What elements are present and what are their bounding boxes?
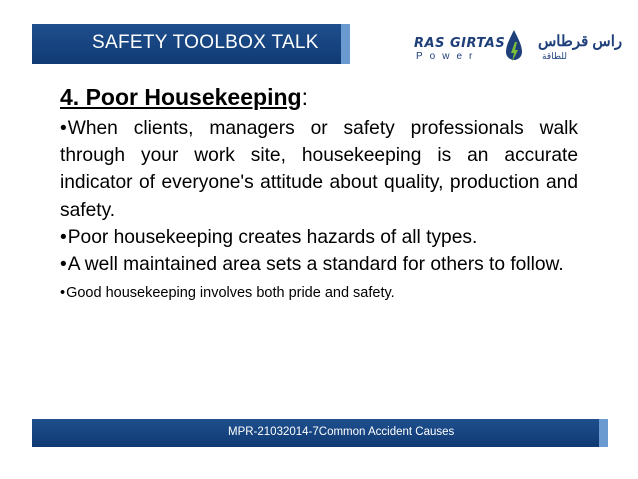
header-band-edge <box>341 24 350 64</box>
company-logo <box>414 28 623 68</box>
footer-band <box>32 419 608 447</box>
logo-english-name: RAS GIRTAS <box>414 36 506 51</box>
bullet-marker: • <box>60 226 67 248</box>
logo-drop-icon <box>502 28 526 68</box>
bullet-point-4 <box>60 282 578 304</box>
bullet-text: When clients, managers or safety professionals walk through your work site, housekeeping is an accurate indicator of everyone's attitude about quality, production and safety. <box>60 118 578 221</box>
bullet-point-3 <box>60 251 578 278</box>
section-heading-text: 4. Poor Housekeeping <box>60 84 302 110</box>
bullet-marker: • <box>60 118 67 139</box>
bullet-text: Good housekeeping involves both pride and safety. <box>66 285 395 302</box>
slide-header-title: SAFETY TOOLBOX TALK <box>92 32 319 53</box>
footer-band-edge <box>599 419 608 447</box>
bullet-text: A well maintained area sets a standard for others to follow. <box>67 254 564 276</box>
logo-arabic-name: راس قرطاس <box>538 33 623 50</box>
bullet-marker: • <box>60 285 66 302</box>
bullet-point-1 <box>60 115 578 224</box>
section-heading-colon: : <box>301 84 308 110</box>
logo-arabic-subtitle: للطاقة <box>542 51 567 61</box>
bullet-point-2 <box>60 224 578 251</box>
logo-english-subtitle: Power <box>416 51 480 62</box>
footer-text: MPR-21032014-7Common Accident Causes <box>228 426 455 438</box>
section-heading <box>60 84 578 111</box>
slide-content <box>60 84 578 304</box>
bullet-marker: • <box>60 254 67 276</box>
bullet-text: Poor housekeeping creates hazards of all types. <box>67 226 478 248</box>
header-band <box>32 24 350 64</box>
